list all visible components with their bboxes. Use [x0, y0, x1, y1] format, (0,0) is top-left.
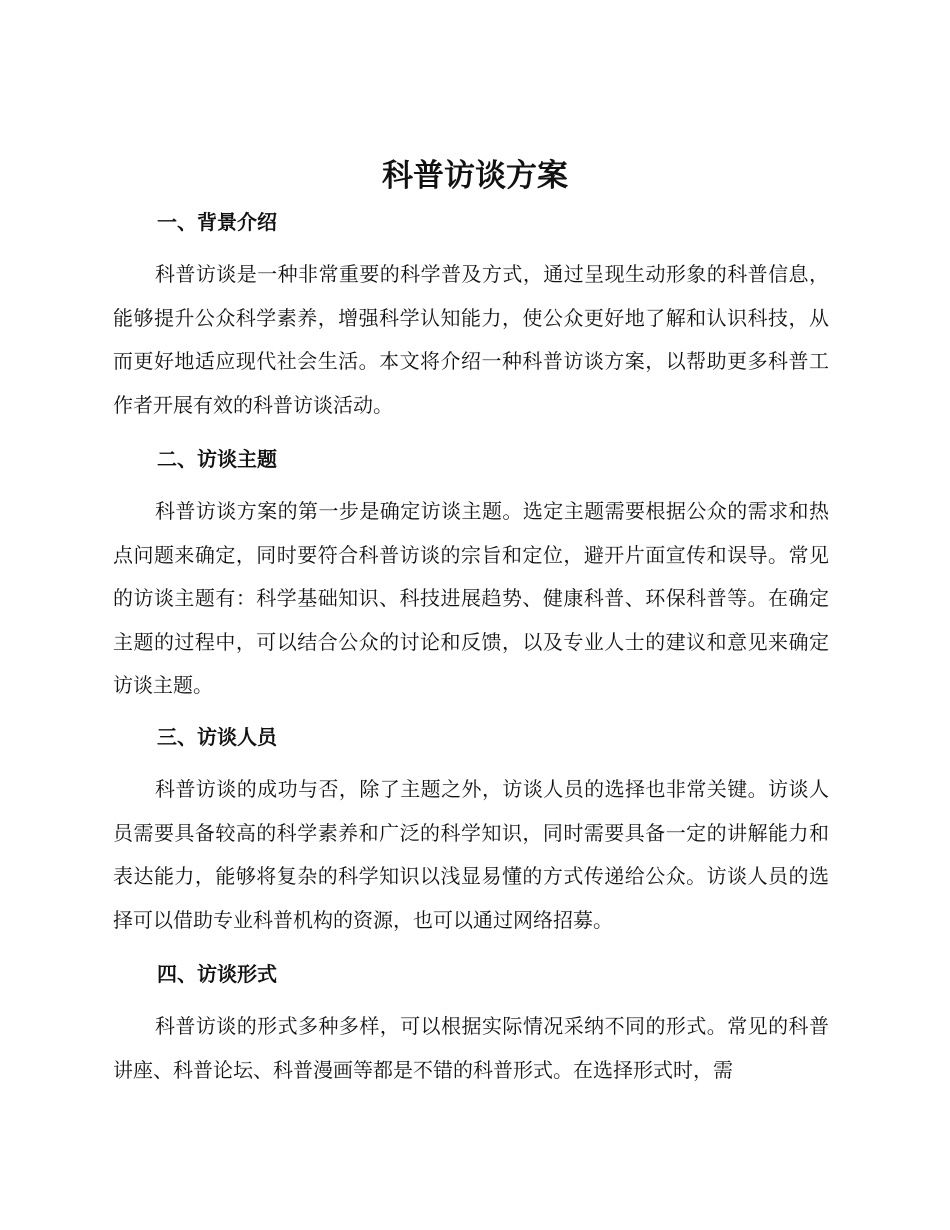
- document-title: 科普访谈方案: [382, 158, 568, 194]
- section-heading-background: 一、背景介绍: [157, 210, 277, 234]
- section-heading-topic: 二、访谈主题: [157, 447, 277, 471]
- section-body-format: 科普访谈的形式多种多样，可以根据实际情况采纳不同的形式。常见的科普讲座、科普论坛、科普漫画等都是不错的科普形式。在选择形式时，需: [113, 1014, 829, 1082]
- section-heading-interviewers: 三、访谈人员: [157, 725, 277, 749]
- section-body-topic: 科普访谈方案的第一步是确定访谈主题。选定主题需要根据公众的需求和热点问题来确定，同时要符合科普访谈的宗旨和定位，避开片面宣传和误导。常见的访谈主题有：科学基础知识、科技进展趋势、健康科普、环保科普等。在确定主题的过程中，可以结合公众的讨论和反馈，以及专业人士的建议和意见来确定访谈主题。: [113, 499, 829, 697]
- section-body-interviewers: 科普访谈的成功与否，除了主题之外，访谈人员的选择也非常关键。访谈人员需要具备较高的科学素养和广泛的科学知识，同时需要具备一定的讲解能力和表达能力，能够将复杂的科学知识以浅显易懂的方式传递给公众。访谈人员的选择可以借助专业科普机构的资源，也可以通过网络招募。: [113, 777, 829, 932]
- section-heading-format: 四、访谈形式: [157, 962, 277, 986]
- section-body-background: 科普访谈是一种非常重要的科学普及方式，通过呈现生动形象的科普信息，能够提升公众科学素养，增强科学认知能力，使公众更好地了解和认识科技，从而更好地适应现代社会生活。本文将介绍一种科普访谈方案，以帮助更多科普工作者开展有效的科普访谈活动。: [113, 262, 829, 417]
